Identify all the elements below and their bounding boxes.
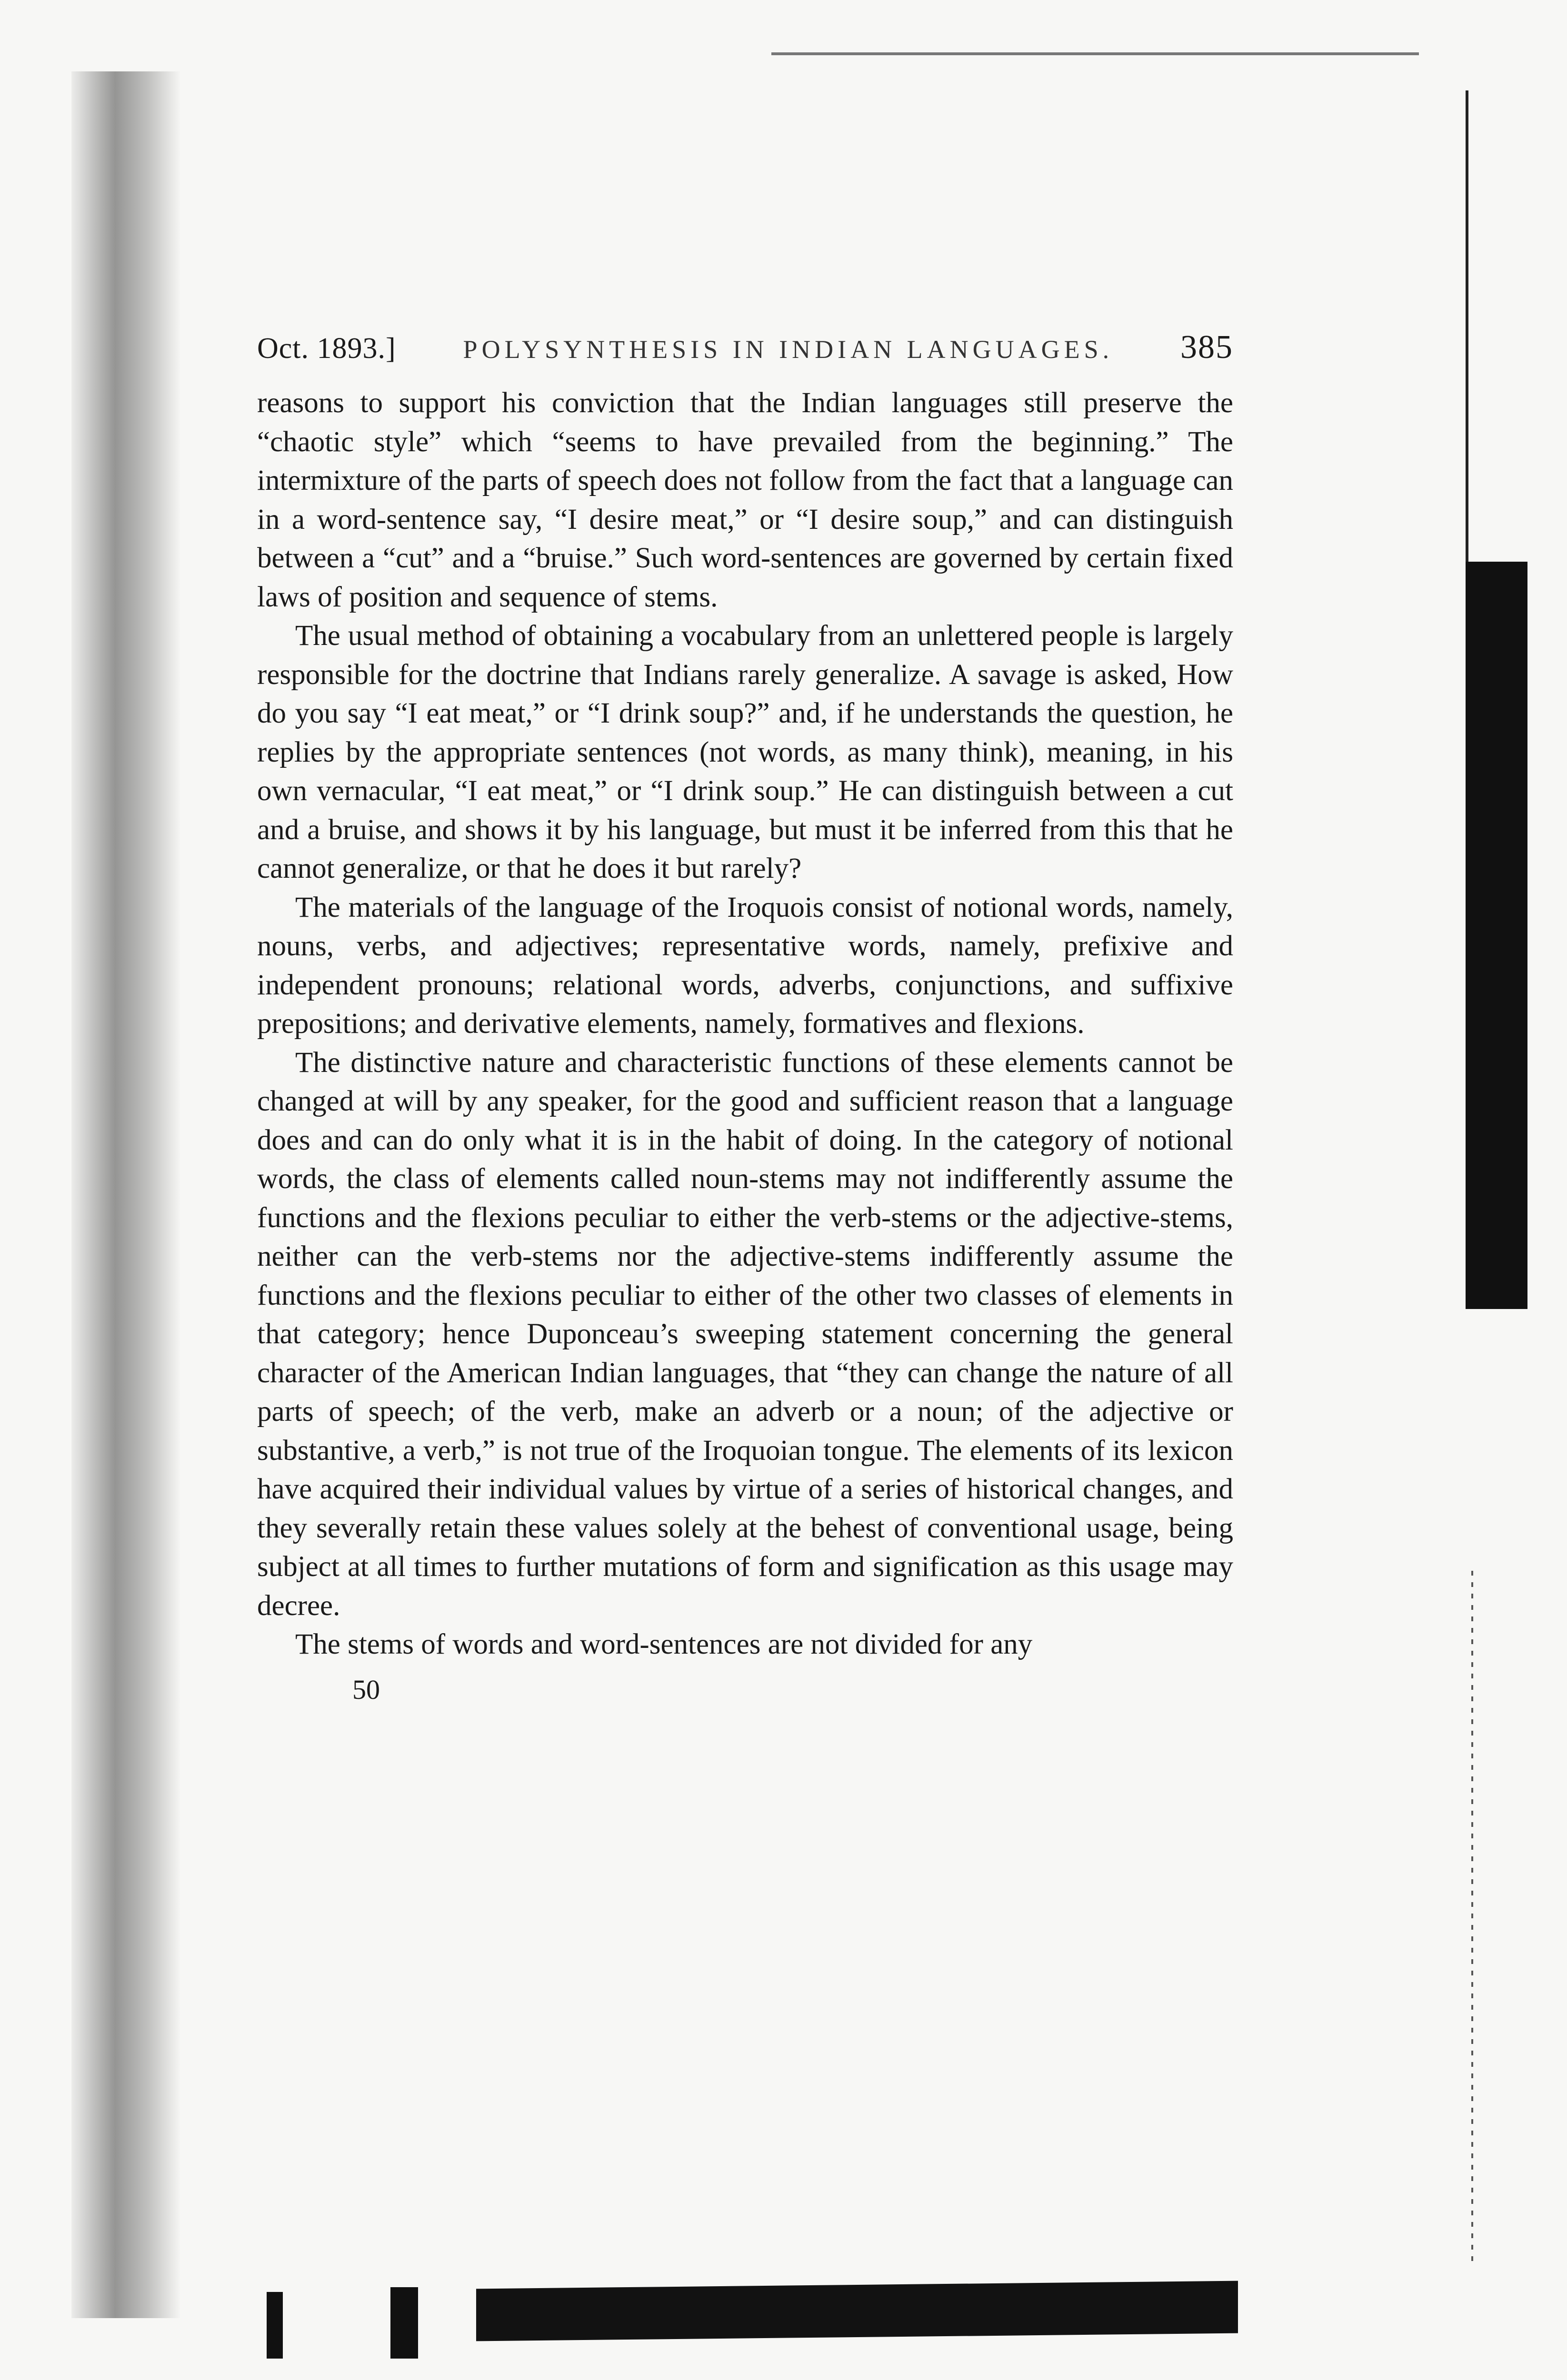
page <box>257 328 1233 1706</box>
running-head-date: Oct. 1893.] <box>257 332 396 365</box>
body-text <box>257 384 1233 1664</box>
paragraph: reasons to support his conviction that the Indian languages still preserve the “chaotic style” which “seems to have prevailed from the beginning.” The intermixture of the parts of speech does not follow from the fact that a language can in a word-sentence say, “I desire meat,” or “I desire soup,” and can distinguish between a “cut” and a “bruise.” Such word-sentences are governed by certain fixed laws of position and sequence of stems. <box>257 387 1233 613</box>
scan-right-edge-block <box>1466 562 1527 1309</box>
scan-bottom-mark <box>390 2287 418 2359</box>
scan-bottom-bar <box>476 2281 1238 2341</box>
paragraph: The stems of words and word-sentences are not divided for any <box>295 1628 1033 1660</box>
paragraph: The distinctive nature and characteristic functions of these elements cannot be changed at will by any speaker, for the good and sufficient reason that a language does and can do only what it is in the habit of doing. In the category of notional words, the class of elements called noun-stems may not indifferently assume the functions and the flexions peculiar to either the verb-stems or the adjective-stems, neither can the verb-stems nor the adjective-stems indifferently assume the functions and the flexions peculiar to either of the other two classes of elements in that category; hence Duponceau’s sweeping statement concerning the general character of the American Indian languages, that “they can change the nature of all parts of speech; of the verb, make an adverb or a noun; of the adjective or substantive, a verb,” is not true of the Iroquoian tongue. The elements of its lexicon have acquired their individual values by virtue of a series of historical changes, and they severally retain these values solely at the behest of conventional usage, being subject at all times to further mutations of form and signification as this usage may decree. <box>257 1046 1233 1622</box>
scan-right-edge-dashes <box>1471 1571 1473 2261</box>
running-head-title: POLYSYNTHESIS IN INDIAN LANGUAGES. <box>463 335 1114 364</box>
running-head <box>257 328 1233 367</box>
signature-mark: 50 <box>352 1674 380 1705</box>
scan-top-rule <box>771 52 1419 55</box>
paragraph: The usual method of obtaining a vocabulary from an unlettered people is largely responsible for the doctrine that Indians rarely generalize. A savage is asked, How do you say “I eat meat,” or “I drink soup?” and, if he understands the question, he replies by the appropriate sentences (not words, as many think), meaning, in his own vernacular, “I eat meat,” or “I drink soup.” He can distinguish between a cut and a bruise, and shows it by his language, but must it be inferred from this that he cannot generalize, or that he does it but rarely? <box>257 620 1233 884</box>
page-number: 385 <box>1180 329 1233 366</box>
paragraph: The materials of the language of the Iroquois consist of notional words, namely, nouns, verbs, and adjectives; representative words, namely, prefixive and independent pronouns; relational words, adverbs, conjunctions, and suffixive prepositions; and derivative elements, namely, formatives and flexions. <box>257 891 1233 1040</box>
binding-shadow <box>71 71 181 2318</box>
scan-bottom-mark <box>267 2292 283 2359</box>
scan-right-edge-line <box>1466 90 1468 576</box>
